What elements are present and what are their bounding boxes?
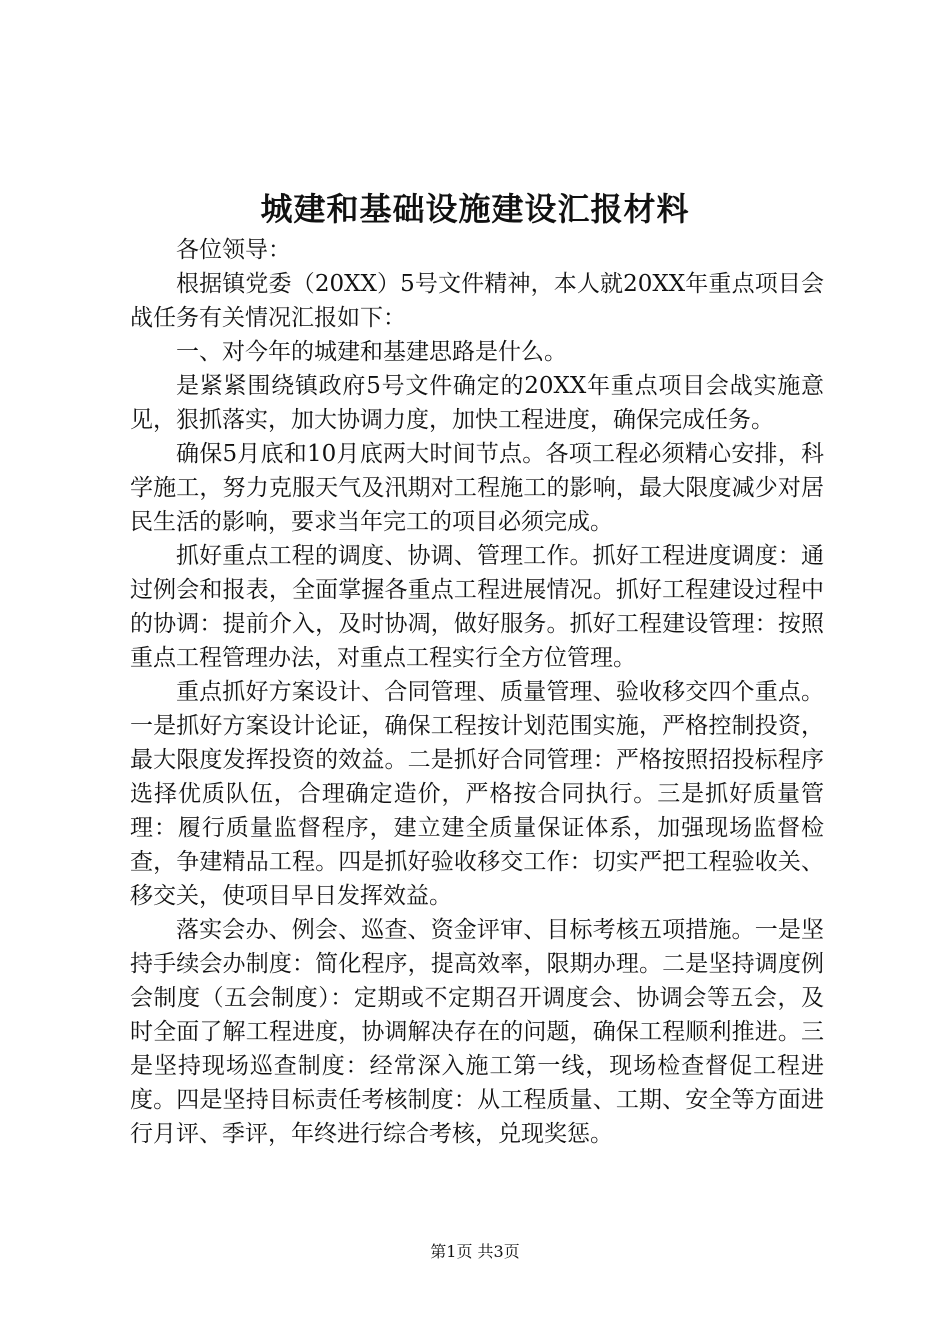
page-number-footer: 第1页 共3页 [430, 1242, 520, 1261]
paragraph: 重点抓好方案设计、合同管理、质量管理、验收移交四个重点。一是抓好方案设计论证，确保工程按计划范围实施，严格控制投资，最大限度发挥投资的效益。二是抓好合同管理：严格按照招投标程序选择优质队伍，合理确定造价，严格按合同执行。三是抓好质量管理：履行质量监督程序，建立建全质量保证体系，加强现场监督检查，争建精品工程。四是抓好验收移交工作：切实严把工程验收关、移交关，使项目早日发挥效益。 [130, 679, 824, 909]
paragraph: 确保5月底和10月底两大时间节点。各项工程必须精心安排，科学施工，努力克服天气及汛期对工程施工的影响，最大限度减少对居民生活的影响，要求当年完工的项目必须完成。 [130, 441, 824, 535]
paragraph-intro: 根据镇党委（20XX）5号文件精神，本人就20XX年重点项目会战任务有关情况汇报如下： [130, 271, 824, 331]
paragraph: 是紧紧围绕镇政府5号文件确定的20XX年重点项目会战实施意见，狠抓落实，加大协调力度，加快工程进度，确保完成任务。 [130, 373, 824, 433]
paragraph-heading-1: 一、对今年的城建和基建思路是什么。 [176, 339, 567, 365]
paragraph: 落实会办、例会、巡查、资金评审、目标考核五项措施。一是坚持手续会办制度：简化程序，提高效率，限期办理。二是坚持调度例会制度（五会制度）：定期或不定期召开调度会、协调会等五会，及时全面了解工程进度，协调解决存在的问题，确保工程顺利推进。三是坚持现场巡查制度：经常深入施工第一线，现场检查督促工程进度。四是坚持目标责任考核制度：从工程质量、工期、安全等方面进行月评、季评，年终进行综合考核，兑现奖惩。 [130, 917, 824, 1147]
document-body [130, 233, 824, 1151]
paragraph: 抓好重点工程的调度、协调、管理工作。抓好工程进度调度：通过例会和报表，全面掌握各重点工程进展情况。抓好工程建设过程中的协调：提前介入，及时协凋，做好服务。抓好工程建设管理：按照重点工程管理办法，对重点工程实行全方位管理。 [130, 543, 824, 671]
paragraph-salutation: 各位领导： [176, 237, 291, 263]
document-title: 城建和基础设施建设汇报材料 [260, 190, 690, 228]
